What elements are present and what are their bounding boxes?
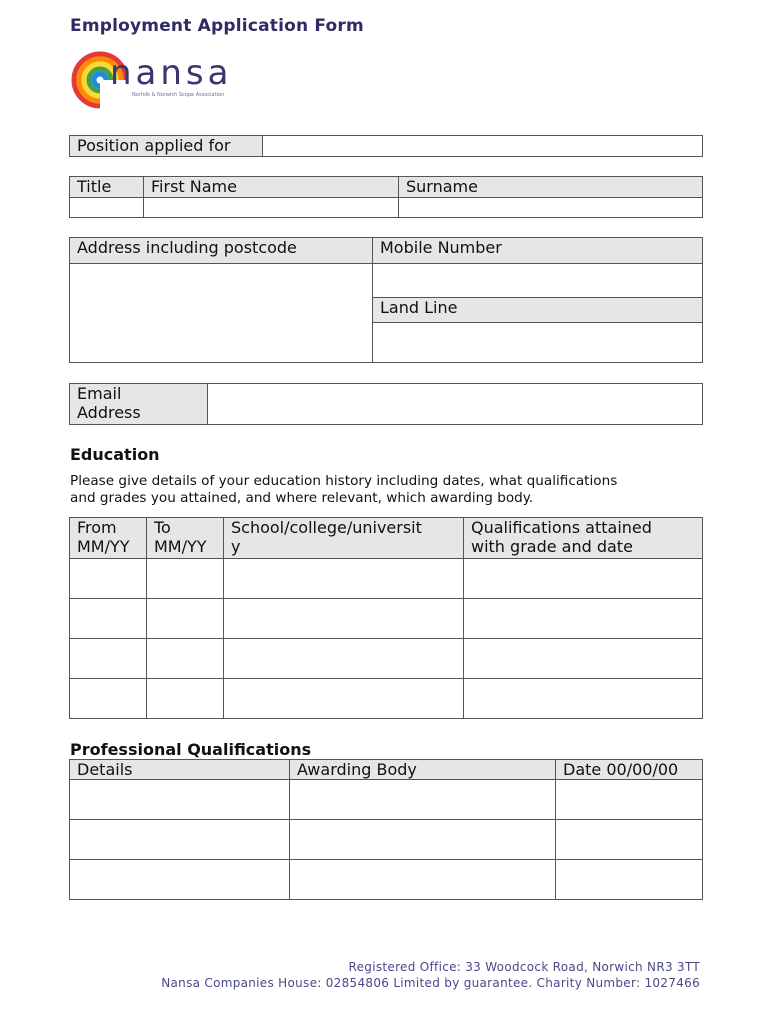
from-header: From MM/YY <box>70 518 147 559</box>
education-table <box>69 517 703 719</box>
surname-header: Surname <box>399 177 703 198</box>
form-title: Employment Application Form <box>70 16 364 36</box>
position-input[interactable] <box>263 136 703 157</box>
email-label <box>70 384 208 425</box>
professional-row <box>70 820 703 860</box>
title-input[interactable] <box>70 198 144 218</box>
professional-row <box>70 780 703 820</box>
email-table <box>69 383 703 425</box>
education-instructions-line2: and grades you attained, and where relevant, which awarding body. <box>70 490 534 506</box>
education-school-cell[interactable] <box>224 639 464 679</box>
email-input[interactable] <box>208 384 703 425</box>
education-row <box>70 639 703 679</box>
education-from-cell[interactable] <box>70 599 147 639</box>
education-to-cell[interactable] <box>147 559 224 599</box>
education-instructions <box>70 473 710 507</box>
logo-tagline: Norfolk & Norwich Scope Association <box>132 92 225 98</box>
nansa-logo <box>70 40 270 112</box>
education-school-cell[interactable] <box>224 679 464 719</box>
education-from-cell[interactable] <box>70 559 147 599</box>
details-header: Details <box>70 760 290 780</box>
education-from-cell[interactable] <box>70 679 147 719</box>
email-label-line2: Address <box>77 403 141 422</box>
education-to-cell[interactable] <box>147 639 224 679</box>
professional-details-cell[interactable] <box>70 780 290 820</box>
education-from-cell[interactable] <box>70 639 147 679</box>
education-heading: Education <box>70 445 160 464</box>
name-table <box>69 176 703 218</box>
education-school-cell[interactable] <box>224 599 464 639</box>
professional-awarding-cell[interactable] <box>290 860 556 900</box>
surname-input[interactable] <box>399 198 703 218</box>
professional-table <box>69 759 703 900</box>
footer-address: Registered Office: 33 Woodcock Road, Norwich NR3 3TT <box>348 960 700 974</box>
title-header: Title <box>70 177 144 198</box>
awarding-body-header: Awarding Body <box>290 760 556 780</box>
education-row <box>70 679 703 719</box>
education-row <box>70 599 703 639</box>
to-header: To MM/YY <box>147 518 224 559</box>
professional-row <box>70 860 703 900</box>
education-to-cell[interactable] <box>147 599 224 639</box>
address-input[interactable] <box>70 264 373 363</box>
professional-details-cell[interactable] <box>70 820 290 860</box>
professional-date-cell[interactable] <box>556 860 703 900</box>
mobile-label: Mobile Number <box>373 238 703 264</box>
first-name-input[interactable] <box>144 198 399 218</box>
education-qualification-cell[interactable] <box>464 679 703 719</box>
logo-wordmark: nansa <box>110 53 233 93</box>
education-school-cell[interactable] <box>224 559 464 599</box>
professional-details-cell[interactable] <box>70 860 290 900</box>
landline-input[interactable] <box>373 323 703 363</box>
education-qualification-cell[interactable] <box>464 599 703 639</box>
first-name-header: First Name <box>144 177 399 198</box>
education-row <box>70 559 703 599</box>
professional-heading: Professional Qualifications <box>70 740 312 759</box>
school-header: School/college/universit y <box>224 518 464 559</box>
position-label: Position applied for <box>70 136 263 157</box>
footer-company-info: Nansa Companies House: 02854806 Limited by guarantee. Charity Number: 1027466 <box>161 976 700 990</box>
education-qualification-cell[interactable] <box>464 639 703 679</box>
position-table <box>69 135 703 157</box>
qualifications-header: Qualifications attained with grade and date <box>464 518 703 559</box>
education-instructions-line1: Please give details of your education history including dates, what qualifications <box>70 473 618 489</box>
mobile-input[interactable] <box>373 264 703 298</box>
address-label: Address including postcode <box>70 238 373 264</box>
date-header: Date 00/00/00 <box>556 760 703 780</box>
landline-label: Land Line <box>373 298 703 323</box>
email-label-line1: Email <box>77 384 122 403</box>
professional-awarding-cell[interactable] <box>290 780 556 820</box>
professional-date-cell[interactable] <box>556 780 703 820</box>
contact-table <box>69 237 703 363</box>
education-to-cell[interactable] <box>147 679 224 719</box>
professional-awarding-cell[interactable] <box>290 820 556 860</box>
professional-date-cell[interactable] <box>556 820 703 860</box>
education-qualification-cell[interactable] <box>464 559 703 599</box>
